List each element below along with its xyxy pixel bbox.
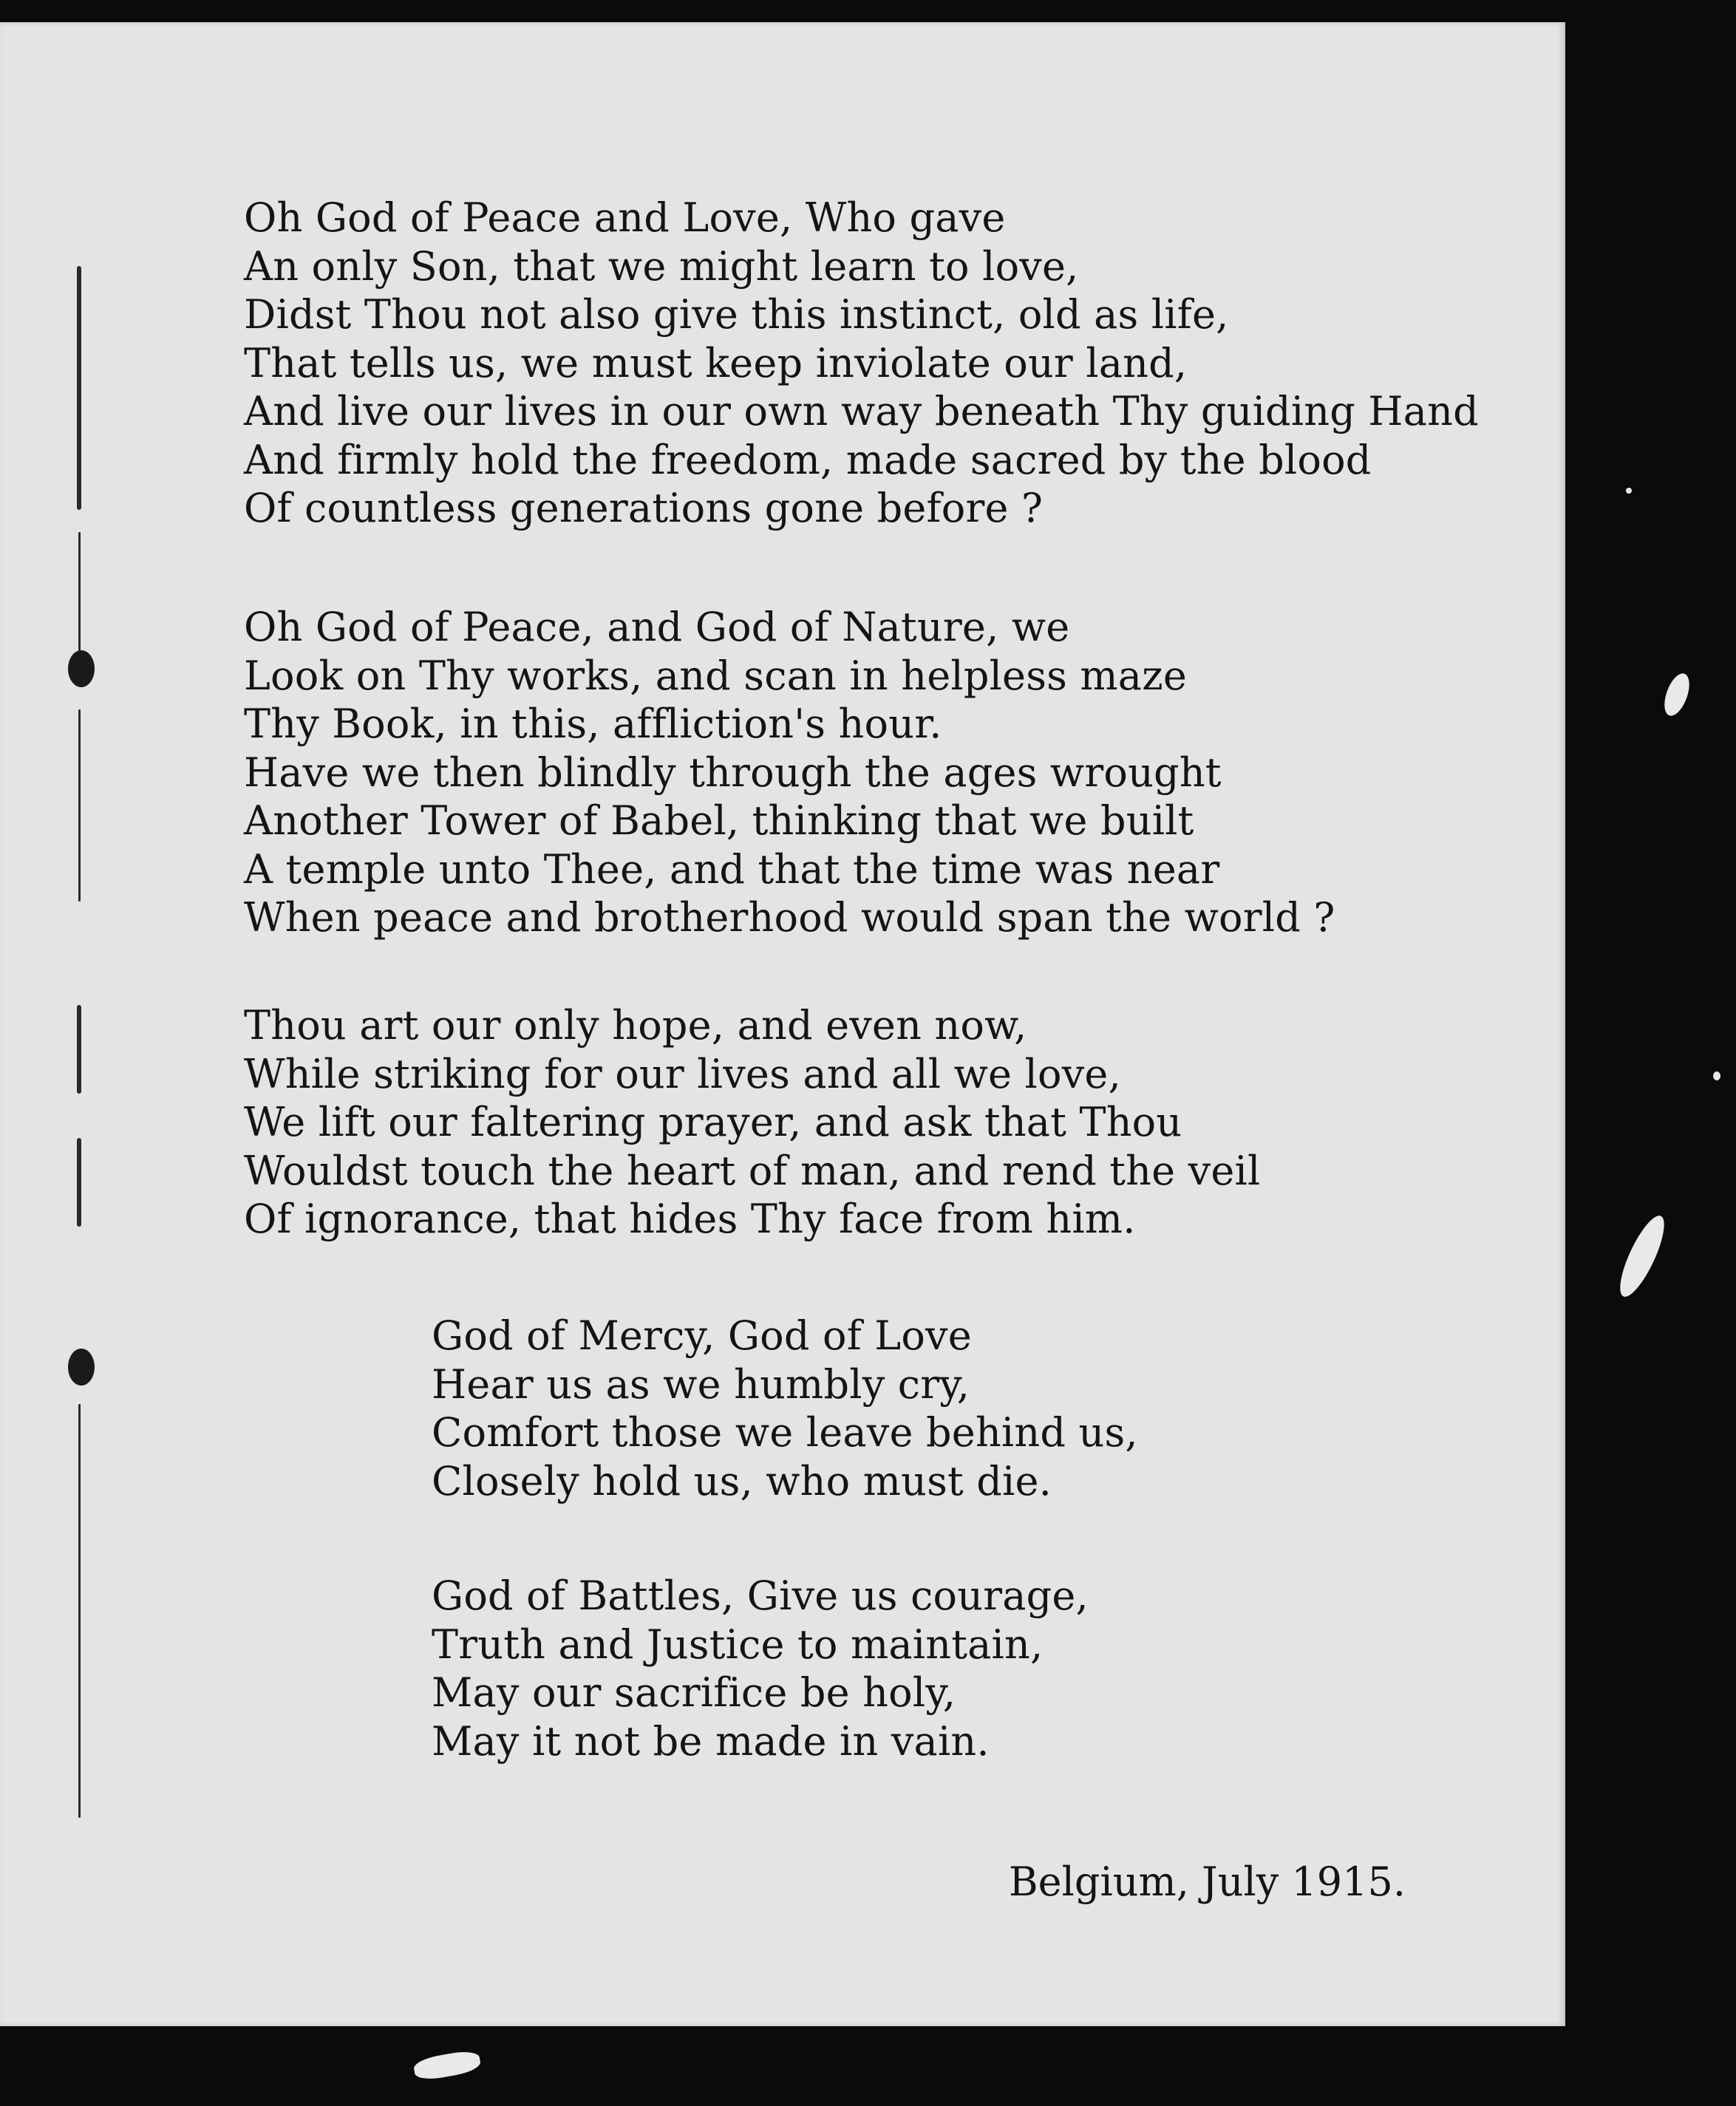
poem-line: And live our lives in our own way beneath Thy guiding Hand bbox=[244, 388, 1479, 435]
poem-line: Thou art our only hope, and even now, bbox=[244, 1002, 1027, 1049]
poem-line: Of countless generations gone before ? bbox=[244, 485, 1044, 531]
stanza-1 bbox=[244, 194, 1479, 533]
poem-line: God of Mercy, God of Love bbox=[432, 1312, 972, 1359]
poem-line: Have we then blindly through the ages wrought bbox=[244, 749, 1222, 796]
stitch-hole bbox=[68, 650, 95, 687]
poem-line: An only Son, that we might learn to love, bbox=[244, 242, 1079, 290]
poem-line: When peace and brotherhood would span the world ? bbox=[244, 894, 1335, 941]
poem-line: While striking for our lives and all we love, bbox=[244, 1050, 1121, 1097]
poem-line: Comfort those we leave behind us, bbox=[432, 1409, 1138, 1456]
stitch-hole bbox=[68, 1349, 95, 1386]
poem-line: Truth and Justice to maintain, bbox=[432, 1621, 1044, 1668]
signature-place-date: Belgium, July 1915. bbox=[1009, 1858, 1406, 1905]
binding-stitch bbox=[75, 266, 84, 1833]
poem-line: Wouldst touch the heart of man, and rend the veil bbox=[244, 1147, 1261, 1194]
poem-line: Oh God of Peace and Love, Who gave bbox=[244, 194, 1006, 241]
poem-line: God of Battles, Give us courage, bbox=[432, 1572, 1089, 1619]
stanza-3 bbox=[244, 1001, 1261, 1244]
poem-line: Oh God of Peace, and God of Nature, we bbox=[244, 604, 1070, 650]
stitch-segment bbox=[77, 1005, 81, 1094]
scan-speck bbox=[1612, 1210, 1672, 1301]
poem-line: Of ignorance, that hides Thy face from him. bbox=[244, 1196, 1136, 1242]
scan-speck bbox=[1713, 1071, 1720, 1080]
poem-line: A temple unto Thee, and that the time was near bbox=[244, 845, 1220, 893]
poem-line: Look on Thy works, and scan in helpless maze bbox=[244, 652, 1188, 699]
scan-speck bbox=[1660, 670, 1695, 719]
stitch-segment bbox=[78, 709, 81, 902]
poem-line: And firmly hold the freedom, made sacred by the blood bbox=[244, 436, 1372, 483]
poem-line: May it not be made in vain. bbox=[432, 1717, 990, 1765]
poem-line: Didst Thou not also give this instinct, old as life, bbox=[244, 291, 1229, 338]
stanza-4 bbox=[432, 1312, 1138, 1505]
document-page bbox=[0, 22, 1565, 2026]
stanza-5 bbox=[432, 1572, 1089, 1765]
stanza-2 bbox=[244, 603, 1335, 942]
poem-line: That tells us, we must keep inviolate our land, bbox=[244, 339, 1188, 386]
stitch-segment bbox=[77, 1138, 81, 1227]
stitch-segment bbox=[78, 1404, 81, 1818]
poem-line: May our sacrifice be holy, bbox=[432, 1669, 956, 1716]
poem-line: Another Tower of Babel, thinking that we built bbox=[244, 797, 1194, 844]
poem-line: Closely hold us, who must die. bbox=[432, 1457, 1052, 1504]
poem-line: We lift our faltering prayer, and ask that Thou bbox=[244, 1099, 1182, 1145]
scan-speck bbox=[1626, 488, 1632, 494]
poem-line: Hear us as we humbly cry, bbox=[432, 1360, 970, 1408]
scan-speck bbox=[412, 2048, 482, 2082]
stitch-segment bbox=[77, 266, 81, 510]
poem-line: Thy Book, in this, affliction's hour. bbox=[244, 701, 942, 747]
